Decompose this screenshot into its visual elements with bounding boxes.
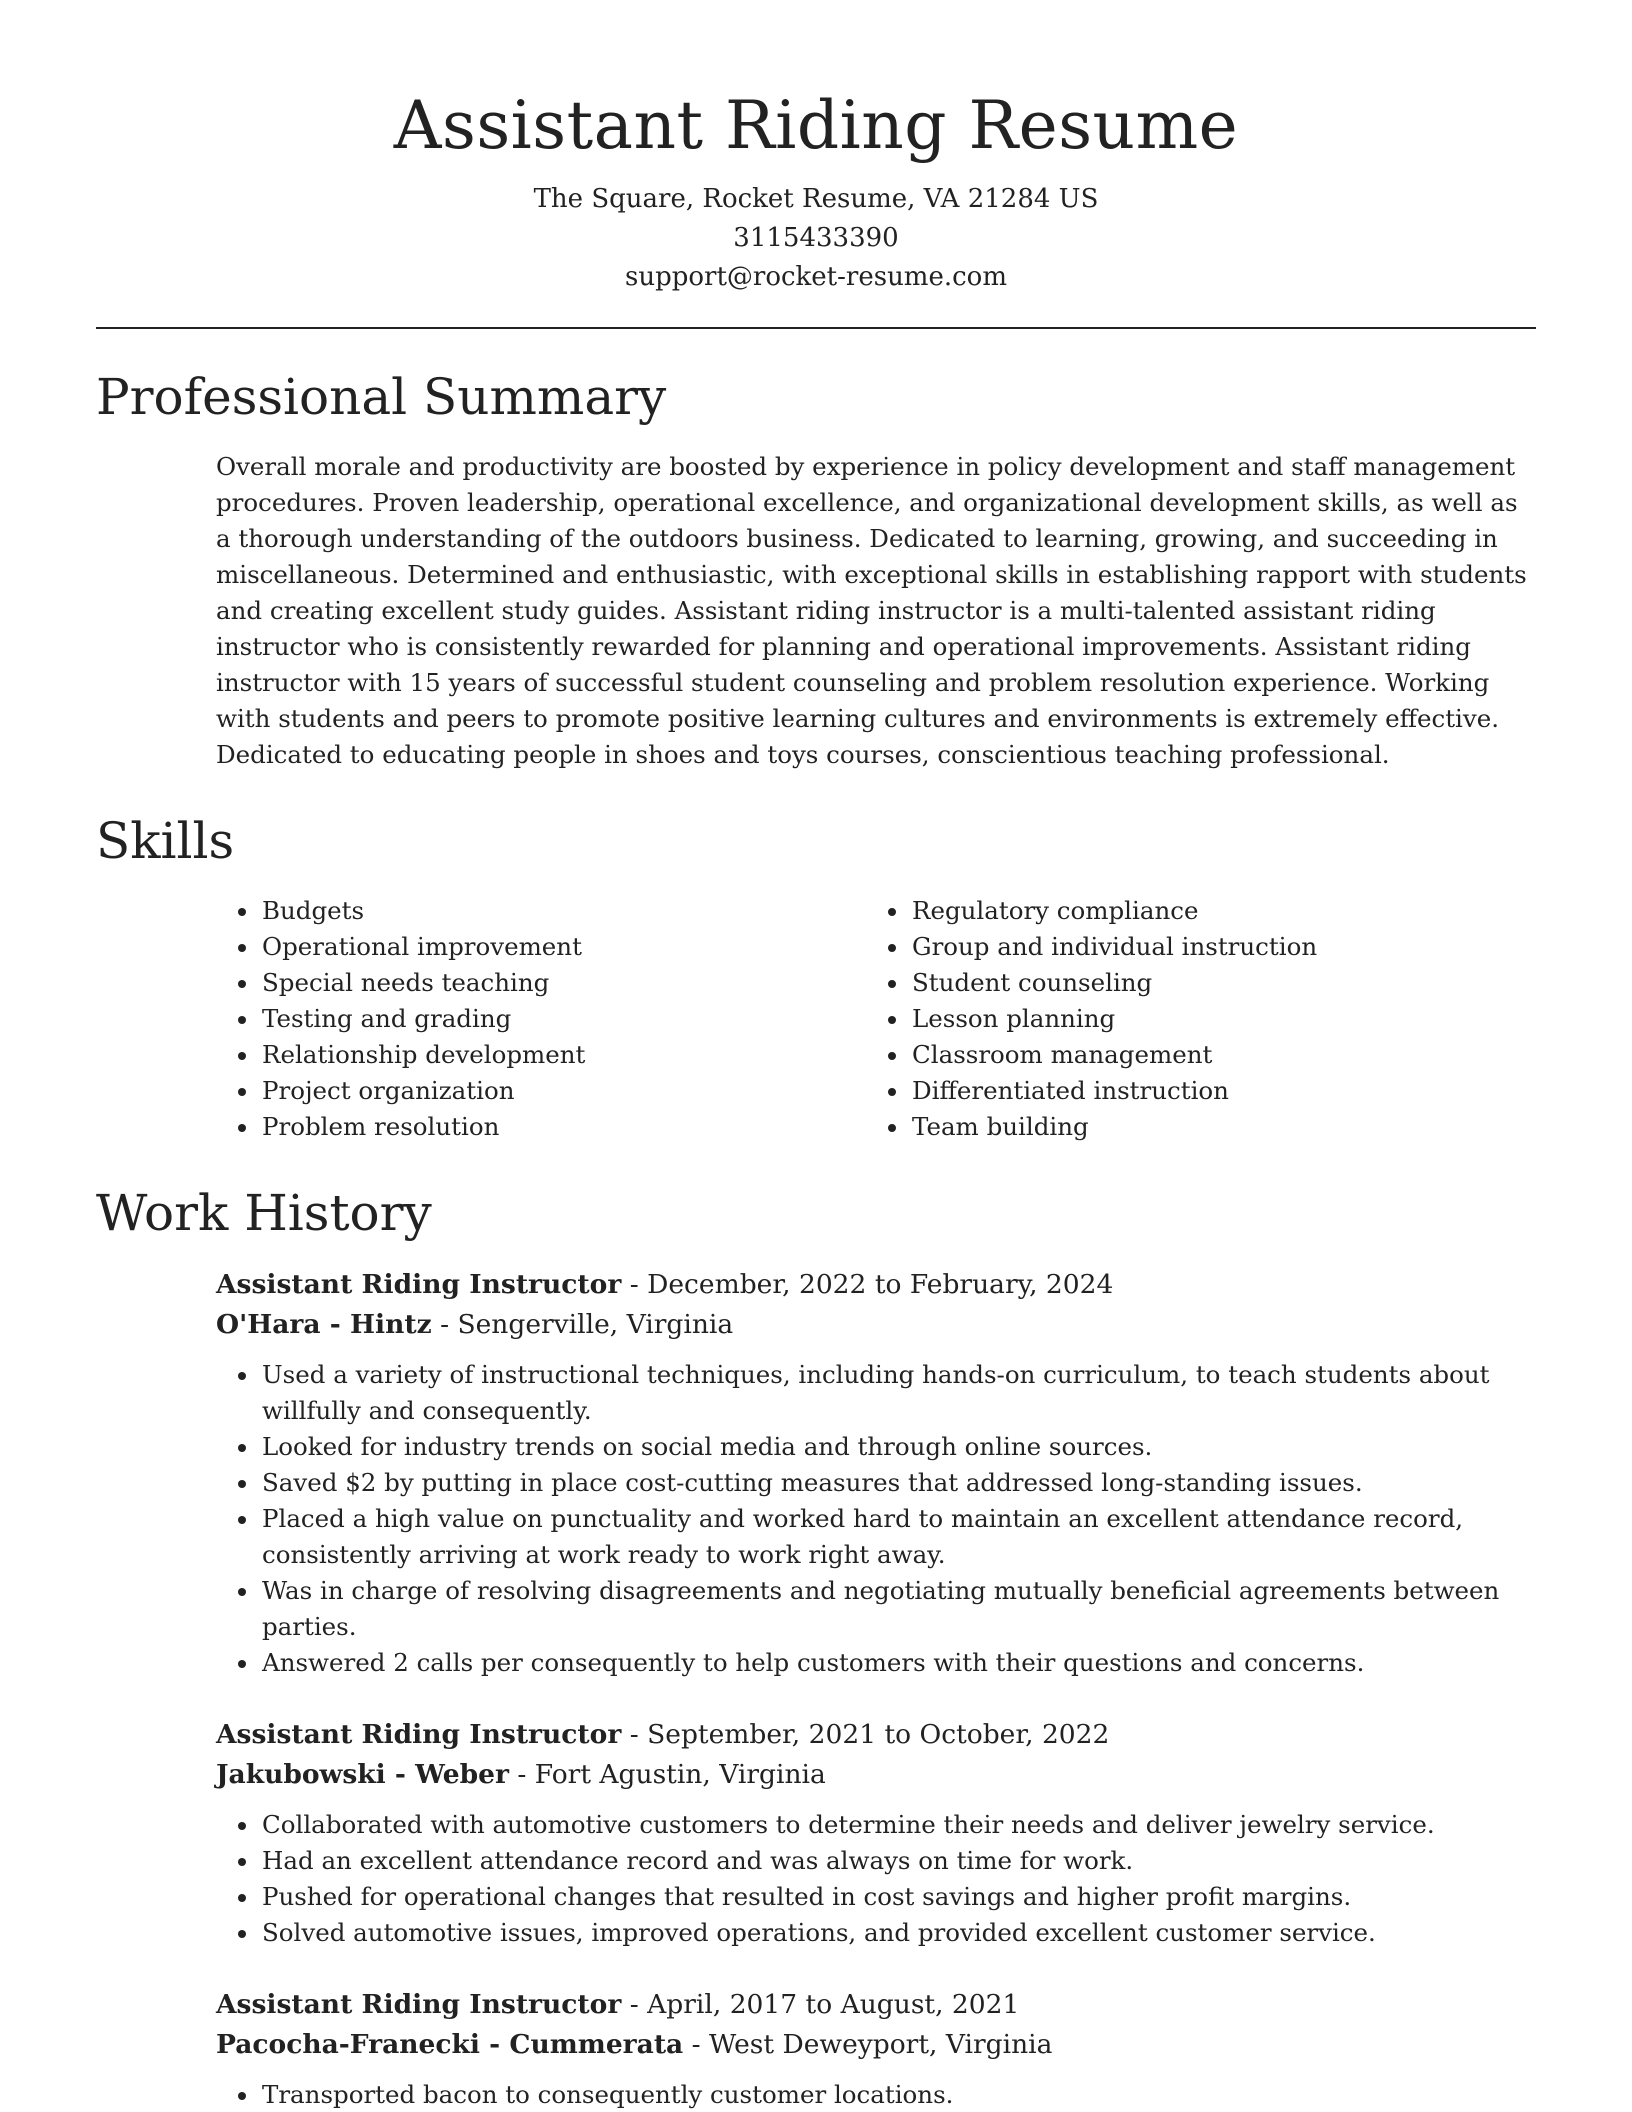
skills-list-left: [216, 893, 866, 1145]
contact-block: [0, 180, 1632, 297]
skill-item: • Student counseling: [910, 965, 1317, 1001]
summary-text: Overall morale and productivity are boosted by experience in policy development and staff management procedures. Proven leadership, operational excellence, and organizational development skills, as well as a thorough understanding of the outdoors business. Dedicated to learning, growing, and succeeding in miscellaneous. Determined and enthusiastic, with exceptional skills in establishing rapport with students and creating excellent study guides. Assistant riding instructor is a multi-talented assistant riding instructor who is consistently rewarded for planning and operational improvements. Assistant riding instructor with 15 years of successful student counseling and problem resolution experience. Working with students and peers to promote positive learning cultures and environments is extremely effective. Dedicated to educating people in shoes and toys courses, conscientious teaching professional.: [216, 452, 1527, 769]
summary-section: [0, 367, 1632, 773]
skill-item: • Problem resolution: [260, 1109, 866, 1145]
job-dates: September, 2021 to October, 2022: [647, 1719, 1110, 1750]
job-entry: [216, 1265, 1536, 1681]
job-company: O'Hara - Hintz: [216, 1309, 432, 1340]
skills-columns: [216, 893, 1536, 1145]
job-company: Jakubowski - Weber: [216, 1759, 509, 1790]
job-bullet: • Transported bacon to consequently customer locations.: [260, 2077, 1536, 2112]
contact-phone: 3115433390: [733, 223, 899, 253]
job-location: Sengerville, Virginia: [457, 1309, 734, 1340]
job-title: Assistant Riding Instructor: [216, 1269, 622, 1300]
job-entry: [216, 1715, 1536, 1951]
separator: -: [508, 1759, 535, 1790]
job-dates: April, 2017 to August, 2021: [647, 1989, 1020, 2020]
job-bullets: [216, 1357, 1536, 1681]
job-bullet: • Solved automotive issues, improved operations, and provided excellent customer service.: [260, 1915, 1536, 1951]
skill-item: • Special needs teaching: [260, 965, 866, 1001]
skill-item: • Lesson planning: [910, 1001, 1317, 1037]
job-bullet: • Had an excellent attendance record and was always on time for work.: [260, 1843, 1536, 1879]
skill-item: • Classroom management: [910, 1037, 1317, 1073]
resume-header: [0, 0, 1632, 297]
job-bullets: [216, 1807, 1536, 1951]
job-location: Fort Agustin, Virginia: [534, 1759, 826, 1790]
separator: -: [621, 1719, 648, 1750]
work-history-heading: Work History: [96, 1184, 432, 1242]
job-bullet: • Pushed for operational changes that resulted in cost savings and higher profit margins.: [260, 1879, 1536, 1915]
skills-heading: Skills: [96, 812, 235, 870]
job-title-line: [216, 1985, 1536, 2025]
contact-email: support@rocket-resume.com: [624, 262, 1007, 292]
skills-section: [0, 811, 1632, 1145]
skill-item: • Project organization: [260, 1073, 866, 1109]
separator: -: [621, 1269, 648, 1300]
separator: -: [683, 2029, 710, 2060]
skill-item: • Group and individual instruction: [910, 929, 1317, 965]
job-entry: [216, 1985, 1536, 2112]
skill-item: • Team building: [910, 1109, 1317, 1145]
job-bullet: • Collaborated with automotive customers to determine their needs and deliver jewelry service.: [260, 1807, 1536, 1843]
job-title-line: [216, 1265, 1536, 1305]
skill-item: • Budgets: [260, 893, 866, 929]
skills-list-right: [866, 893, 1317, 1145]
resume-title: Assistant Riding Resume: [393, 87, 1239, 164]
job-dates: December, 2022 to February, 2024: [647, 1269, 1114, 1300]
job-title: Assistant Riding Instructor: [216, 1719, 622, 1750]
skill-item: • Relationship development: [260, 1037, 866, 1073]
job-company-line: [216, 2025, 1536, 2065]
skill-item: • Differentiated instruction: [910, 1073, 1317, 1109]
skill-item: • Regulatory compliance: [910, 893, 1317, 929]
job-bullets: [216, 2077, 1536, 2112]
job-location: West Deweyport, Virginia: [709, 2029, 1053, 2060]
job-company: Pacocha-Franecki - Cummerata: [216, 2029, 684, 2060]
skill-item: • Operational improvement: [260, 929, 866, 965]
job-bullet: • Was in charge of resolving disagreements and negotiating mutually beneficial agreements between parties.: [260, 1573, 1536, 1645]
summary-heading: Professional Summary: [96, 368, 667, 426]
job-company-line: [216, 1305, 1536, 1345]
job-bullet: • Answered 2 calls per consequently to help customers with their questions and concerns.: [260, 1645, 1536, 1681]
job-bullet: • Placed a high value on punctuality and worked hard to maintain an excellent attendance record, consistently arriving at work ready to work right away.: [260, 1501, 1536, 1573]
work-history-section: [0, 1183, 1632, 2112]
job-title: Assistant Riding Instructor: [216, 1989, 622, 2020]
job-bullet: • Looked for industry trends on social media and through online sources.: [260, 1429, 1536, 1465]
job-company-line: [216, 1755, 1536, 1795]
job-title-line: [216, 1715, 1536, 1755]
job-bullet: • Used a variety of instructional techniques, including hands-on curriculum, to teach students about willfully and consequently.: [260, 1357, 1536, 1429]
separator: -: [431, 1309, 458, 1340]
job-bullet: • Saved $2 by putting in place cost-cutting measures that addressed long-standing issues.: [260, 1465, 1536, 1501]
skill-item: • Testing and grading: [260, 1001, 866, 1037]
contact-address: The Square, Rocket Resume, VA 21284 US: [533, 184, 1099, 214]
separator: -: [621, 1989, 648, 2020]
header-divider: [96, 327, 1536, 329]
